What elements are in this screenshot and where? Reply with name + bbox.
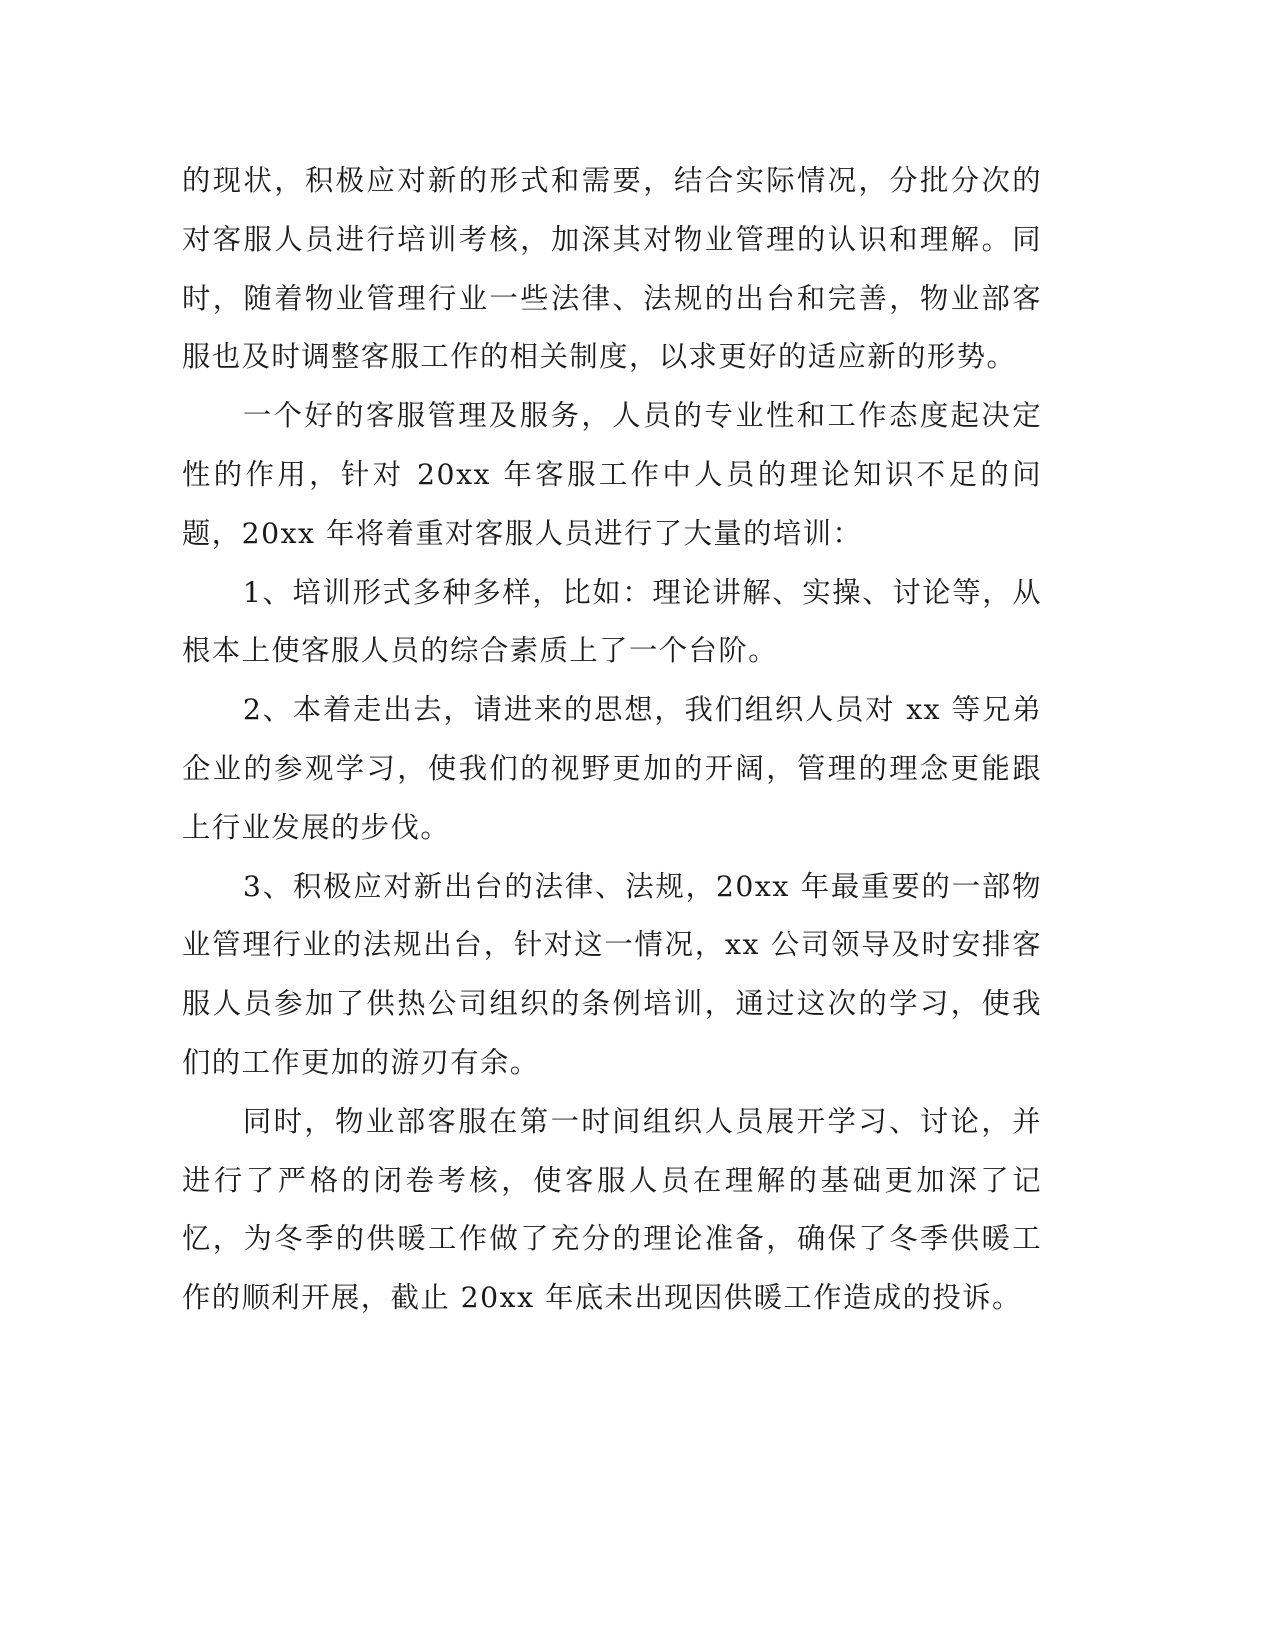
paragraph-item-2: 2、本着走出去，请进来的思想，我们组织人员对 xx 等兄弟企业的参观学习，使我们的视野更加的开阔，管理的理念更能跟上行业发展的步伐。 [182,693,1042,844]
document-body [182,152,1042,1328]
paragraph-heating-training: 同时，物业部客服在第一时间组织人员展开学习、讨论，并进行了严格的闭卷考核，使客服人员在理解的基础更加深了记忆，为冬季的供暖工作做了充分的理论准备，确保了冬季供暖工作的顺利开展，截止 20xx 年底未出现因供暖工作造成的投诉。 [182,1104,1042,1315]
paragraph-training-intro: 一个好的客服管理及服务，人员的专业性和工作态度起决定性的作用，针对 20xx 年客服工作中人员的理论知识不足的问题，20xx 年将着重对客服人员进行了大量的培训： [182,399,1042,550]
paragraph-item-3: 3、积极应对新出台的法律、法规，20xx 年最重要的一部物业管理行业的法规出台，针对这一情况，xx 公司领导及时安排客服人员参加了供热公司组织的条例培训，通过这次的学习，使我们的工作更加的游刃有余。 [182,869,1042,1079]
paragraph-item-1: 1、培训形式多种多样，比如：理论讲解、实操、讨论等，从根本上使客服人员的综合素质上了一个台阶。 [182,575,1042,668]
paragraph-current-status: 的现状，积极应对新的形式和需要，结合实际情况，分批分次的对客服人员进行培训考核，加深其对物业管理的认识和理解。同时，随着物业管理行业一些法律、法规的出台和完善，物业部客服也及时调整客服工作的相关制度，以求更好的适应新的形势。 [182,164,1042,374]
